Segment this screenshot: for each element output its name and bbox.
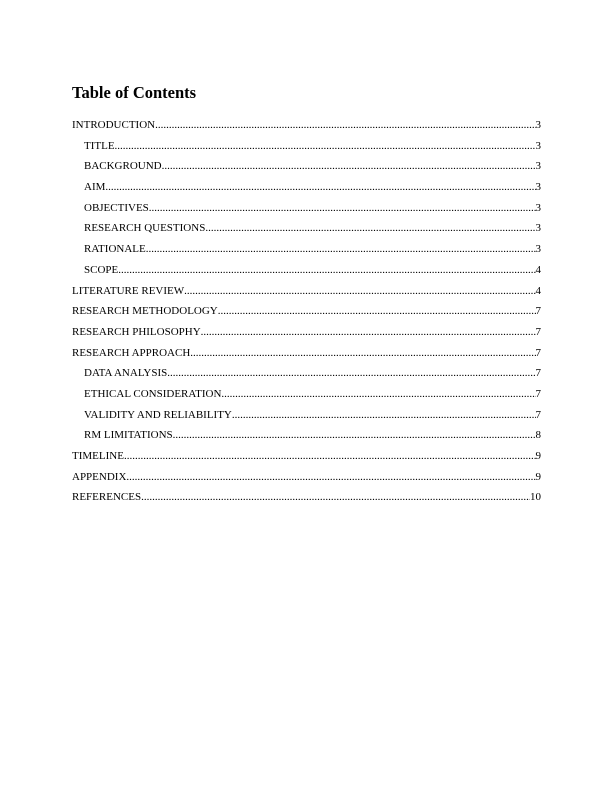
toc-entry-aim[interactable] (72, 177, 541, 198)
dot-leader (141, 487, 530, 508)
dot-leader (201, 322, 536, 343)
toc-entry-research-approach[interactable] (72, 343, 541, 364)
toc-entry-page: 3 (535, 201, 541, 214)
toc-entry-page: 3 (535, 160, 541, 173)
toc-entry-page: 3 (535, 181, 541, 194)
toc-entry-introduction[interactable] (72, 115, 541, 136)
dot-leader (167, 363, 535, 384)
toc-entry-label: ETHICAL CONSIDERATION (84, 387, 222, 400)
toc-entry-label: RESEARCH METHODOLOGY (72, 305, 218, 318)
toc-entry-label: TIMELINE (72, 450, 124, 462)
toc-entry-label: DATA ANALYSIS (84, 367, 168, 380)
toc-entry-page: 7 (535, 387, 541, 400)
toc-entry-page: 4 (535, 284, 541, 297)
dot-leader (218, 301, 536, 322)
toc-entry-page: 7 (535, 305, 541, 318)
toc-entry-label: LITERATURE REVIEW (72, 284, 185, 297)
toc-entry-appendix[interactable] (72, 467, 541, 488)
toc-entry-background[interactable] (72, 156, 541, 177)
toc-entry-validity-and-reliability[interactable] (72, 405, 541, 426)
toc-entry-page: 3 (535, 222, 541, 235)
dot-leader (221, 384, 535, 405)
dot-leader (184, 281, 535, 302)
toc-entry-label: VALIDITY AND RELIABILITY (84, 408, 232, 421)
toc-entry-label: APPENDIX (72, 470, 127, 483)
toc-entry-references[interactable] (72, 487, 541, 508)
toc-entry-label: TITLE (84, 139, 115, 152)
toc-entry-page: 9 (535, 470, 541, 483)
toc-entry-page: 3 (535, 243, 541, 256)
toc-entry-literature-review[interactable] (72, 281, 541, 302)
toc-entry-research-questions[interactable] (72, 218, 541, 239)
toc-entry-label: RESEARCH QUESTIONS (84, 222, 206, 235)
toc-entry-rm-limitations[interactable] (72, 425, 541, 446)
dot-leader (115, 136, 536, 157)
toc-entry-timeline[interactable] (72, 446, 541, 467)
toc-entry-research-philosophy[interactable] (72, 322, 541, 343)
toc-heading: Table of Contents (72, 83, 197, 102)
toc-entry-title[interactable] (72, 136, 541, 157)
toc-entry-label: RESEARCH APPROACH (72, 346, 191, 359)
dot-leader (190, 343, 535, 364)
dot-leader (162, 156, 536, 177)
toc-entry-scope[interactable] (72, 260, 541, 281)
toc-entry-page: 7 (535, 408, 541, 421)
toc-entry-page: 3 (535, 119, 541, 131)
toc-entry-label: OBJECTIVES (84, 201, 149, 214)
toc-entry-label: RESEARCH PHILOSOPHY (72, 325, 201, 338)
toc-entry-research-methodology[interactable] (72, 301, 541, 322)
toc-entry-rationale[interactable] (72, 239, 541, 260)
toc-entry-page: 9 (535, 450, 541, 462)
dot-leader (124, 446, 536, 467)
dot-leader (155, 115, 535, 136)
dot-leader (105, 177, 535, 198)
toc-entry-page: 3 (535, 139, 541, 152)
toc-entry-page: 7 (535, 346, 541, 359)
toc-entry-ethical-consideration[interactable] (72, 384, 541, 405)
toc-list (72, 115, 541, 508)
toc-entry-page: 7 (535, 325, 541, 338)
toc-entry-data-analysis[interactable] (72, 363, 541, 384)
toc-entry-label: BACKGROUND (84, 160, 162, 173)
dot-leader (146, 239, 536, 260)
toc-entry-objectives[interactable] (72, 198, 541, 219)
toc-entry-page: 10 (530, 491, 541, 504)
toc-entry-page: 7 (535, 367, 541, 380)
dot-leader (173, 425, 536, 446)
toc-entry-page: 8 (535, 429, 541, 442)
dot-leader (126, 467, 535, 488)
toc-entry-label: REFERENCES (72, 491, 142, 504)
toc-entry-label: AIM (84, 181, 106, 194)
dot-leader (232, 405, 536, 426)
toc-entry-label: RATIONALE (84, 243, 146, 256)
toc-entry-page: 4 (535, 263, 541, 276)
toc-entry-label: RM LIMITATIONS (84, 429, 173, 442)
toc-entry-label: INTRODUCTION (72, 119, 156, 131)
dot-leader (149, 198, 536, 219)
dot-leader (205, 218, 535, 239)
toc-entry-label: SCOPE (84, 263, 119, 276)
dot-leader (118, 260, 535, 281)
